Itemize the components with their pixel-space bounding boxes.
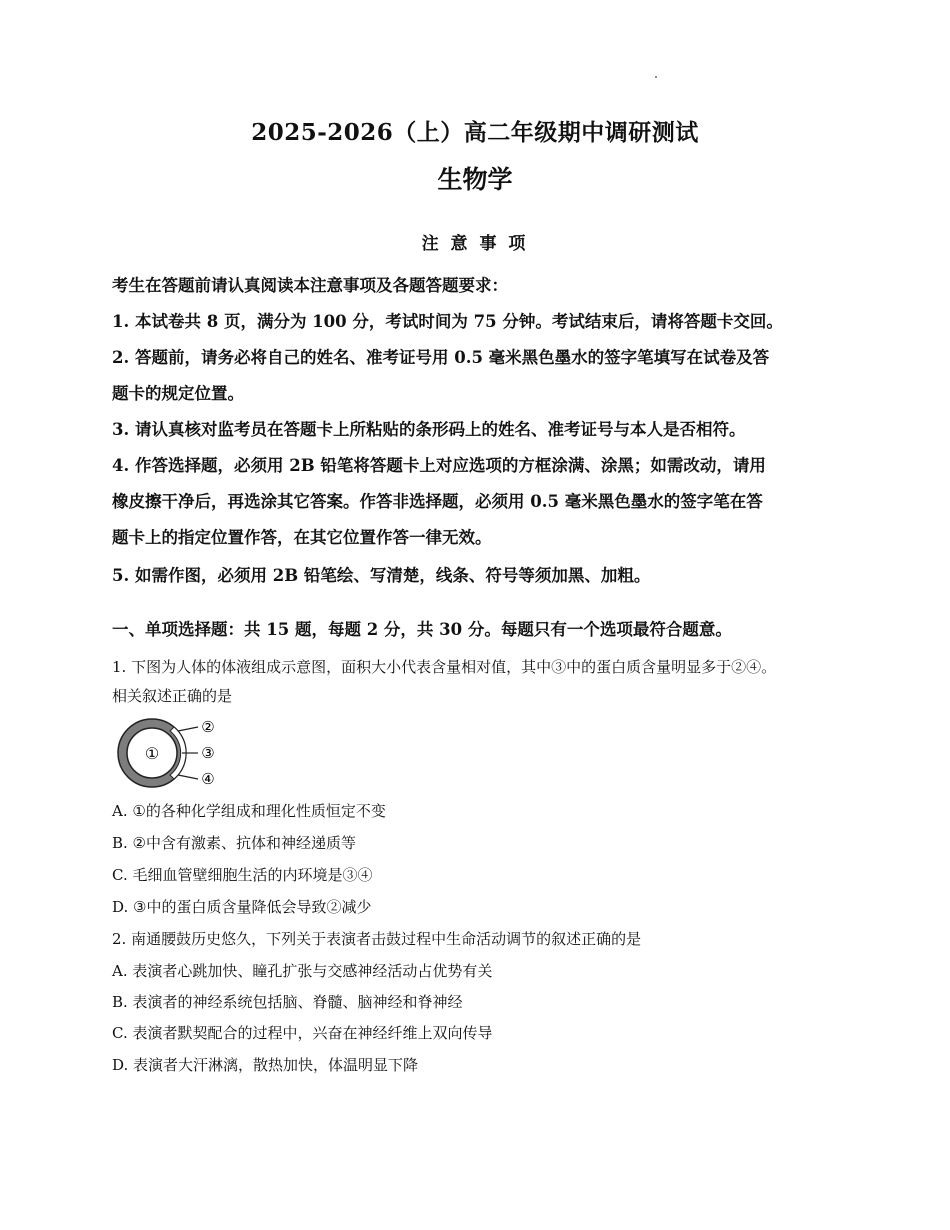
notice-heading: 注 意 事 项 — [421, 234, 529, 254]
option-a: A. ①的各种化学组成和理化性质恒定不变 — [112, 802, 386, 820]
print-dot — [655, 76, 657, 78]
leader-line — [178, 727, 198, 731]
body-fluid-diagram — [112, 715, 222, 790]
option-b: B. 表演者的神经系统包括脑、脊髓、脑神经和脊神经 — [112, 993, 463, 1011]
notice-line: 2. 答题前，请务必将自己的姓名、准考证号用 0.5 毫米黑色墨水的签字笔填写在试卷及答 — [112, 348, 770, 367]
label-3: ③ — [201, 744, 215, 762]
leader-line — [178, 775, 198, 779]
option-d: D. 表演者大汗淋漓，散热加快，体温明显下降 — [112, 1056, 419, 1074]
option-c: C. 毛细血管壁细胞生活的内环境是③④ — [112, 866, 373, 884]
notice-line: 1. 本试卷共 8 页，满分为 100 分，考试时间为 75 分钟。考试结束后，请将答题卡交回。 — [112, 312, 783, 331]
question-stem: 1. 下图为人体的体液组成示意图，面积大小代表含量相对值，其中③中的蛋白质含量明显多于②④。 — [112, 658, 777, 676]
label-2: ② — [201, 718, 215, 736]
section-heading: 一、单项选择题：共 15 题，每题 2 分，共 30 分。每题只有一个选项最符合题意。 — [112, 620, 732, 639]
question-stem: 2. 南通腰鼓历史悠久，下列关于表演者击鼓过程中生命活动调节的叙述正确的是 — [112, 930, 642, 948]
exam-title: 2025-2026（上）高二年级期中调研测试 — [251, 119, 699, 146]
option-c: C. 表演者默契配合的过程中，兴奋在神经纤维上双向传导 — [112, 1024, 493, 1042]
notice-line: 题卡上的指定位置作答，在其它位置作答一律无效。 — [112, 528, 492, 547]
notice-line: 题卡的规定位置。 — [112, 384, 244, 403]
option-a: A. 表演者心跳加快、瞳孔扩张与交感神经活动占优势有关 — [112, 962, 493, 980]
notice-intro: 考生在答题前请认真阅读本注意事项及各题答题要求： — [112, 276, 508, 295]
question-stem: 相关叙述正确的是 — [112, 687, 233, 705]
notice-line: 橡皮擦干净后，再选涂其它答案。作答非选择题，必须用 0.5 毫米黑色墨水的签字笔在答 — [112, 492, 763, 511]
label-4: ④ — [201, 770, 215, 788]
option-b: B. ②中含有激素、抗体和神经递质等 — [112, 834, 357, 852]
subject-title: 生物学 — [437, 165, 513, 194]
notice-line: 3. 请认真核对监考员在答题卡上所粘贴的条形码上的姓名、准考证号与本人是否相符。 — [112, 420, 746, 439]
option-d: D. ③中的蛋白质含量降低会导致②减少 — [112, 898, 372, 916]
label-1: ① — [144, 744, 160, 763]
notice-line: 4. 作答选择题，必须用 2B 铅笔将答题卡上对应选项的方框涂满、涂黑；如需改动，请用 — [112, 456, 766, 475]
notice-line: 5. 如需作图，必须用 2B 铅笔绘、写清楚，线条、符号等须加黑、加粗。 — [112, 566, 651, 585]
